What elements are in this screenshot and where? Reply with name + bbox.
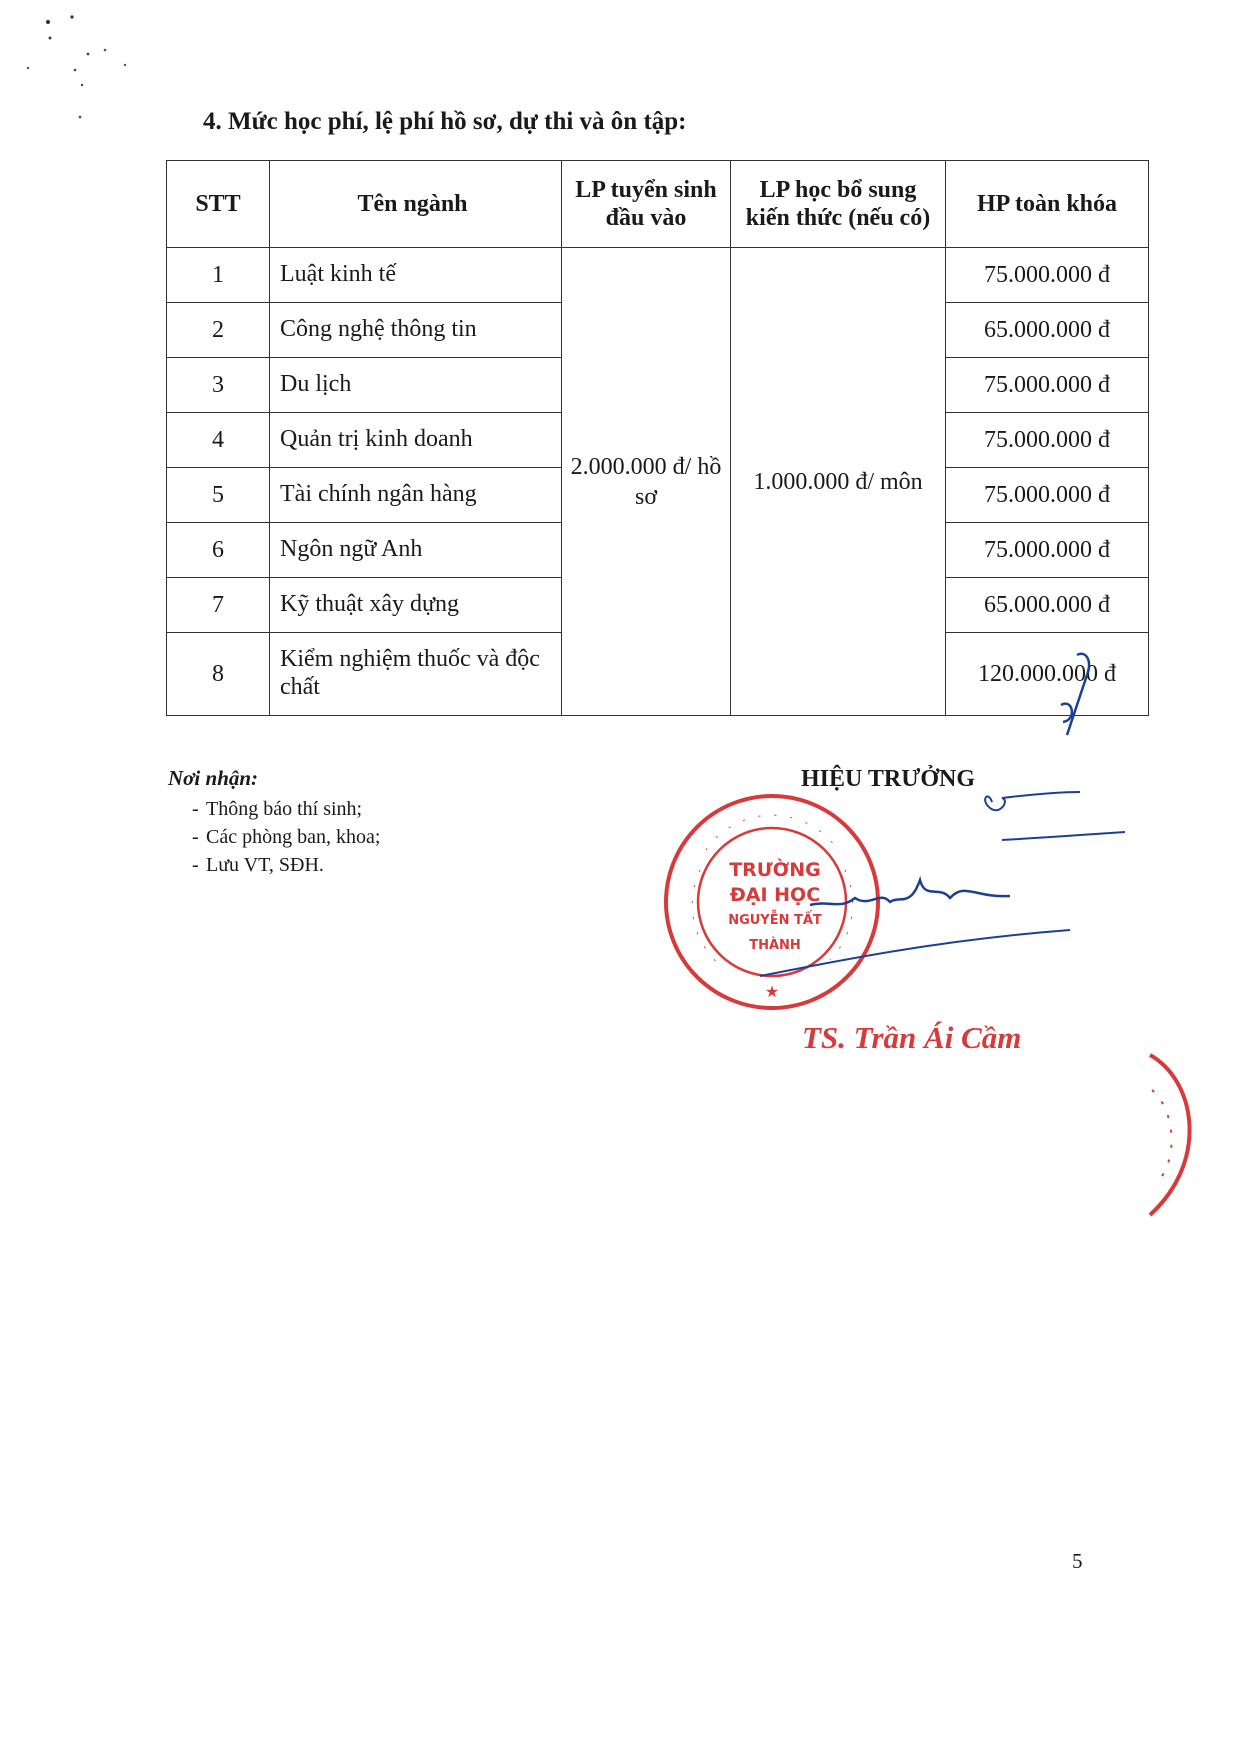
row-hp: 75.000.000 đ (946, 248, 1149, 303)
row-name: Quản trị kinh doanh (270, 413, 562, 468)
list-item: - Các phòng ban, khoa; (192, 826, 381, 848)
row-hp: 75.000.000 đ (946, 358, 1149, 413)
initial-mark-icon (1055, 650, 1105, 740)
signature-icon (760, 780, 1140, 1000)
recipients-label: Nơi nhận: (168, 766, 259, 790)
row-hp: 65.000.000 đ (946, 303, 1149, 358)
row-name: Kiểm nghiệm thuốc và độc chất (270, 633, 562, 716)
list-item: - Thông báo thí sinh; (192, 798, 363, 820)
header-lp-supplement: LP học bổ sung kiến thức (nếu có) (731, 161, 946, 248)
header-lp-admission: LP tuyển sinh đầu vào (562, 161, 731, 248)
page-number: 5 (1072, 1549, 1083, 1573)
recipients-list (168, 795, 380, 879)
row-stt: 7 (167, 578, 270, 633)
fee-table (166, 160, 1149, 716)
recipients-block (168, 766, 380, 879)
row-name: Luật kinh tế (270, 248, 562, 303)
row-name: Tài chính ngân hàng (270, 468, 562, 523)
row-stt: 2 (167, 303, 270, 358)
row-stt: 5 (167, 468, 270, 523)
seal-line: NGUYỄN TẤT THÀNH (728, 913, 822, 953)
edge-seal-icon (1140, 1050, 1240, 1220)
list-item: - Lưu VT, SĐH. (192, 854, 324, 876)
svg-text:★: ★ (764, 982, 780, 1001)
recipient-text: Các phòng ban, khoa; (206, 826, 381, 848)
lp-supplement-value: 1.000.000 đ/ môn (731, 248, 946, 716)
row-stt: 1 (167, 248, 270, 303)
row-name: Kỹ thuật xây dựng (270, 578, 562, 633)
row-name: Ngôn ngữ Anh (270, 523, 562, 578)
header-name: Tên ngành (270, 161, 562, 248)
header-hp-total: HP toàn khóa (946, 161, 1149, 248)
recipient-text: Thông báo thí sinh; (206, 798, 363, 820)
row-stt: 8 (167, 633, 270, 716)
lp-admission-value: 2.000.000 đ/ hồ sơ (562, 248, 731, 716)
row-hp: 75.000.000 đ (946, 523, 1149, 578)
seal-line: TRƯỜNG (729, 859, 821, 881)
row-hp: 65.000.000 đ (946, 578, 1149, 633)
scan-specks (20, 10, 150, 120)
rector-title: HIỆU TRƯỞNG (801, 766, 976, 792)
table-row (167, 248, 1149, 303)
row-stt: 3 (167, 358, 270, 413)
signer-name: TS. Trần Ái Cầm (802, 1020, 1022, 1055)
seal-line: ĐẠI HỌC (729, 884, 821, 906)
section-title: 4. Mức học phí, lệ phí hồ sơ, dự thi và ôn tập: (203, 108, 687, 135)
row-hp: 75.000.000 đ (946, 413, 1149, 468)
row-stt: 4 (167, 413, 270, 468)
table-header-row (167, 161, 1149, 248)
recipient-text: Lưu VT, SĐH. (206, 854, 324, 876)
header-stt: STT (167, 161, 270, 248)
row-hp: 120.000.000 đ (946, 633, 1149, 716)
row-name: Du lịch (270, 358, 562, 413)
row-stt: 6 (167, 523, 270, 578)
row-name: Công nghệ thông tin (270, 303, 562, 358)
row-hp: 75.000.000 đ (946, 468, 1149, 523)
